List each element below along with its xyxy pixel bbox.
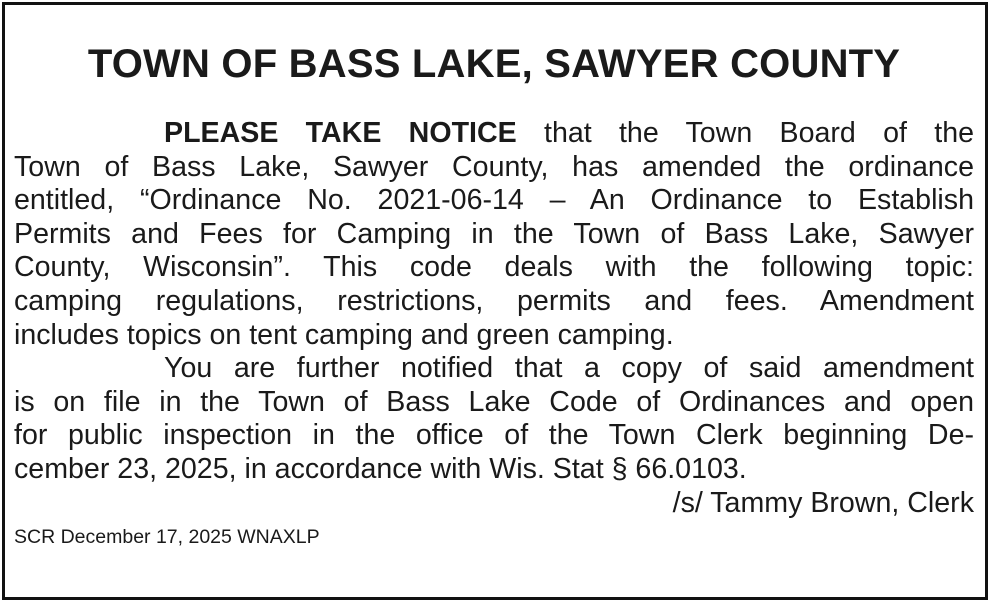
paragraph-1-line-7: includes topics on tent camping and green camping.: [14, 318, 674, 351]
paragraph-1-line-4: Permits and Fees for Camping in the Town of Bass Lake, Sawyer: [14, 217, 974, 250]
publication-footer: SCR December 17, 2025 WNAXLP: [14, 526, 320, 548]
paragraph-2-line-3: for public inspection in the office of the Town Clerk beginning De-: [14, 419, 974, 452]
paragraph-1-line-1-rest: that the Town Board of the: [516, 117, 974, 149]
paragraph-1-line-3: entitled, “Ordinance No. 2021-06-14 – An Ordinance to Establish: [14, 184, 974, 217]
clerk-signature: /s/ Tammy Brown, Clerk: [672, 486, 974, 519]
paragraph-1-line-6: camping regulations, restrictions, permits and fees. Amendment: [14, 284, 974, 317]
paragraph-1-line-2: Town of Bass Lake, Sawyer County, has amended the ordinance: [14, 150, 974, 183]
paragraph-2-line-4: cember 23, 2025, in accordance with Wis. Stat § 66.0103.: [14, 452, 747, 485]
paragraph-2-line-2: is on file in the Town of Bass Lake Code of Ordinances and open: [14, 385, 974, 418]
notice-title: TOWN OF BASS LAKE, SAWYER COUNTY: [87, 42, 901, 86]
paragraph-1-line-1: [14, 117, 974, 151]
paragraph-1-line-5: County, Wisconsin”. This code deals with the following topic:: [14, 251, 974, 284]
notice-lead-text: PLEASE TAKE NOTICE: [164, 117, 517, 149]
notice-body: [14, 117, 974, 520]
paragraph-2-line-1: You are further notified that a copy of said amendment: [164, 352, 974, 385]
